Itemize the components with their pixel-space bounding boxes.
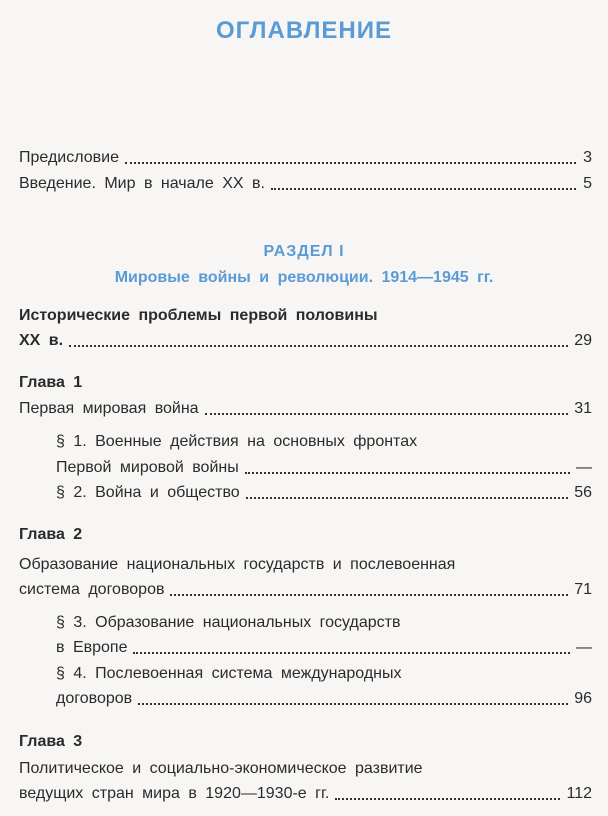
chapter-3-title-line1[interactable]: Политическое и социально-экономическое развитие [19, 760, 423, 777]
leader-dots [69, 345, 568, 347]
page-number: — [576, 639, 592, 656]
chapter-label: Глава 1 [19, 374, 83, 391]
paragraph-4-line1[interactable]: § 4. Послевоенная система международных [56, 665, 402, 682]
leader-dots [133, 652, 570, 654]
entry-title: Первая мировая война [19, 400, 199, 417]
paragraph-3-line1[interactable]: § 3. Образование национальных государств [56, 614, 401, 631]
chapter-2-title-line1[interactable]: Образование национальных государств и послевоенная [19, 556, 456, 573]
section-subtitle: Мировые войны и революции. 1914—1945 гг. [114, 269, 494, 286]
toc-entry-chapter-3[interactable] [19, 782, 592, 806]
toc-entry-paragraph-2[interactable] [56, 481, 592, 505]
entry-title: Введение. Мир в начале XX в. [19, 175, 265, 192]
paragraph-1-line1[interactable]: § 1. Военные действия на основных фронтах [56, 433, 418, 450]
page-number: 5 [583, 175, 592, 192]
page-title: ОГЛАВЛЕНИЕ [215, 17, 393, 44]
page-number: — [576, 459, 592, 476]
page-number: 71 [574, 581, 592, 598]
entry-title: Первой мировой войны [56, 459, 239, 476]
section-label: РАЗДЕЛ I [263, 243, 345, 260]
entry-title: Предисловие [19, 149, 119, 166]
page-number: 29 [574, 332, 592, 349]
toc-entry-paragraph-1[interactable] [56, 456, 592, 480]
leader-dots [335, 798, 560, 800]
toc-entry-paragraph-3[interactable] [56, 636, 592, 660]
entry-title: XX в. [19, 332, 64, 349]
toc-entry-chapter-2[interactable] [19, 578, 592, 602]
page-number: 112 [566, 785, 592, 802]
leader-dots [170, 594, 568, 596]
entry-title: система договоров [19, 581, 165, 598]
leader-dots [125, 162, 576, 164]
page-number: 31 [574, 400, 592, 417]
toc-entry-intro-topic[interactable] [19, 329, 592, 353]
page-number: 3 [583, 149, 592, 166]
chapter-label: Глава 2 [19, 526, 83, 543]
leader-dots [245, 472, 570, 474]
leader-dots [205, 413, 569, 415]
toc-entry-chapter-1[interactable] [19, 397, 592, 421]
entry-title: в Европе [56, 639, 128, 656]
chapter-label: Глава 3 [19, 733, 83, 750]
page-number: 56 [574, 484, 592, 501]
toc-entry-paragraph-4[interactable] [56, 687, 592, 711]
leader-dots [271, 188, 576, 190]
entry-title: договоров [56, 690, 133, 707]
page-number: 96 [574, 690, 592, 707]
toc-entry-preface[interactable] [19, 146, 592, 170]
leader-dots [138, 703, 568, 705]
leader-dots [246, 497, 569, 499]
toc-entry-introduction[interactable] [19, 172, 592, 196]
entry-title: § 2. Война и общество [56, 484, 240, 501]
entry-title: ведущих стран мира в 1920—1930-е гг. [19, 785, 330, 802]
intro-topic-line1[interactable]: Исторические проблемы первой половины [19, 307, 378, 324]
